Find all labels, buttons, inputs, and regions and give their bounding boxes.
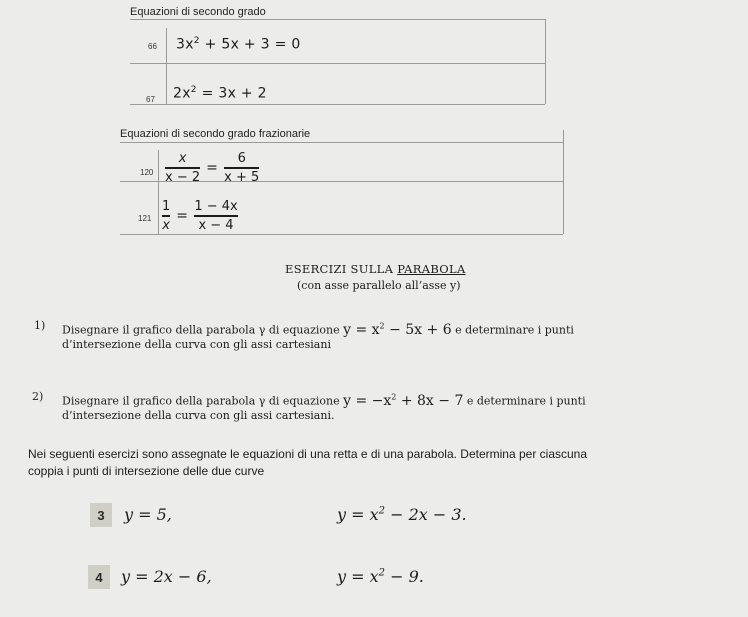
fraction: $\frac{6}{x + 5}$ [224,151,260,185]
divider [563,130,564,234]
intro-line-2: coppia i punti di intersezione delle due curve [28,464,265,478]
section1-heading: Equazioni di secondo grado [130,6,266,18]
exercise-number: 120 [140,168,154,177]
intro-line-1: Nei seguenti esercizi sono assegnate le equazioni di una retta e di una parabola. Determina per ciascuna [28,447,588,461]
fraction: $\frac{x}{x - 2}$ [165,151,201,185]
exercise-number: 121 [138,214,152,223]
fraction: $\frac{1 - 4x}{x - 4}$ [194,199,238,233]
exercise-number: 66 [148,42,157,51]
exercise-number: 1) [34,319,46,332]
divider [166,28,167,104]
equation-67: $2x^2 = 3x + 2$ [173,85,267,102]
divider [130,104,545,105]
divider [130,63,545,64]
divider [130,19,545,20]
divider [120,234,563,235]
fraction: $\frac{1}{x}$ [162,199,171,233]
exercises-subtitle: (con asse parallelo all’asse y) [297,279,461,292]
exercise-number: 2) [32,390,44,403]
exercise-2-text-line2: d’intersezione della curva con gli assi cartesiani. [62,409,335,422]
divider [120,142,563,143]
equation: $y = -x^2 + 8x - 7$ [343,392,464,409]
exercises-title: ESERCIZI SULLA PARABOLA [285,262,466,276]
exercise-1-text: Disegnare il grafico della parabola γ di equazione $y = x^2 - 5x + 6$ e determinare i punti [62,321,574,338]
parabola-equation: $y = x^2 - 9$. [337,567,424,586]
exercise-number-badge: 3 [90,503,112,527]
equation-66: $3x^2 + 5x + 3 = 0$ [176,36,301,53]
equation-121: $\frac{1}{x}$ = $\frac{1 - 4x}{x - 4}$ [162,199,238,233]
divider [158,150,159,234]
divider [545,19,546,104]
equation-120: $\frac{x}{x - 2}$ = $\frac{6}{x + 5}$ [165,151,260,185]
section2-heading: Equazioni di secondo grado frazionarie [120,128,311,140]
line-equation: y = 2x − 6, [121,567,212,586]
line-equation: y = 5, [124,505,172,524]
parabola-equation: $y = x^2 - 2x - 3$. [337,505,467,524]
equation: $y = x^2 - 5x + 6$ [343,321,452,338]
exercise-2-text: Disegnare il grafico della parabola γ di equazione $y = -x^2 + 8x - 7$ e determinare i punti [62,392,586,409]
exercise-number: 67 [146,95,155,104]
exercise-1-text-line2: d’intersezione della curva con gli assi cartesiani [62,338,331,351]
exercise-number-badge: 4 [88,565,110,589]
